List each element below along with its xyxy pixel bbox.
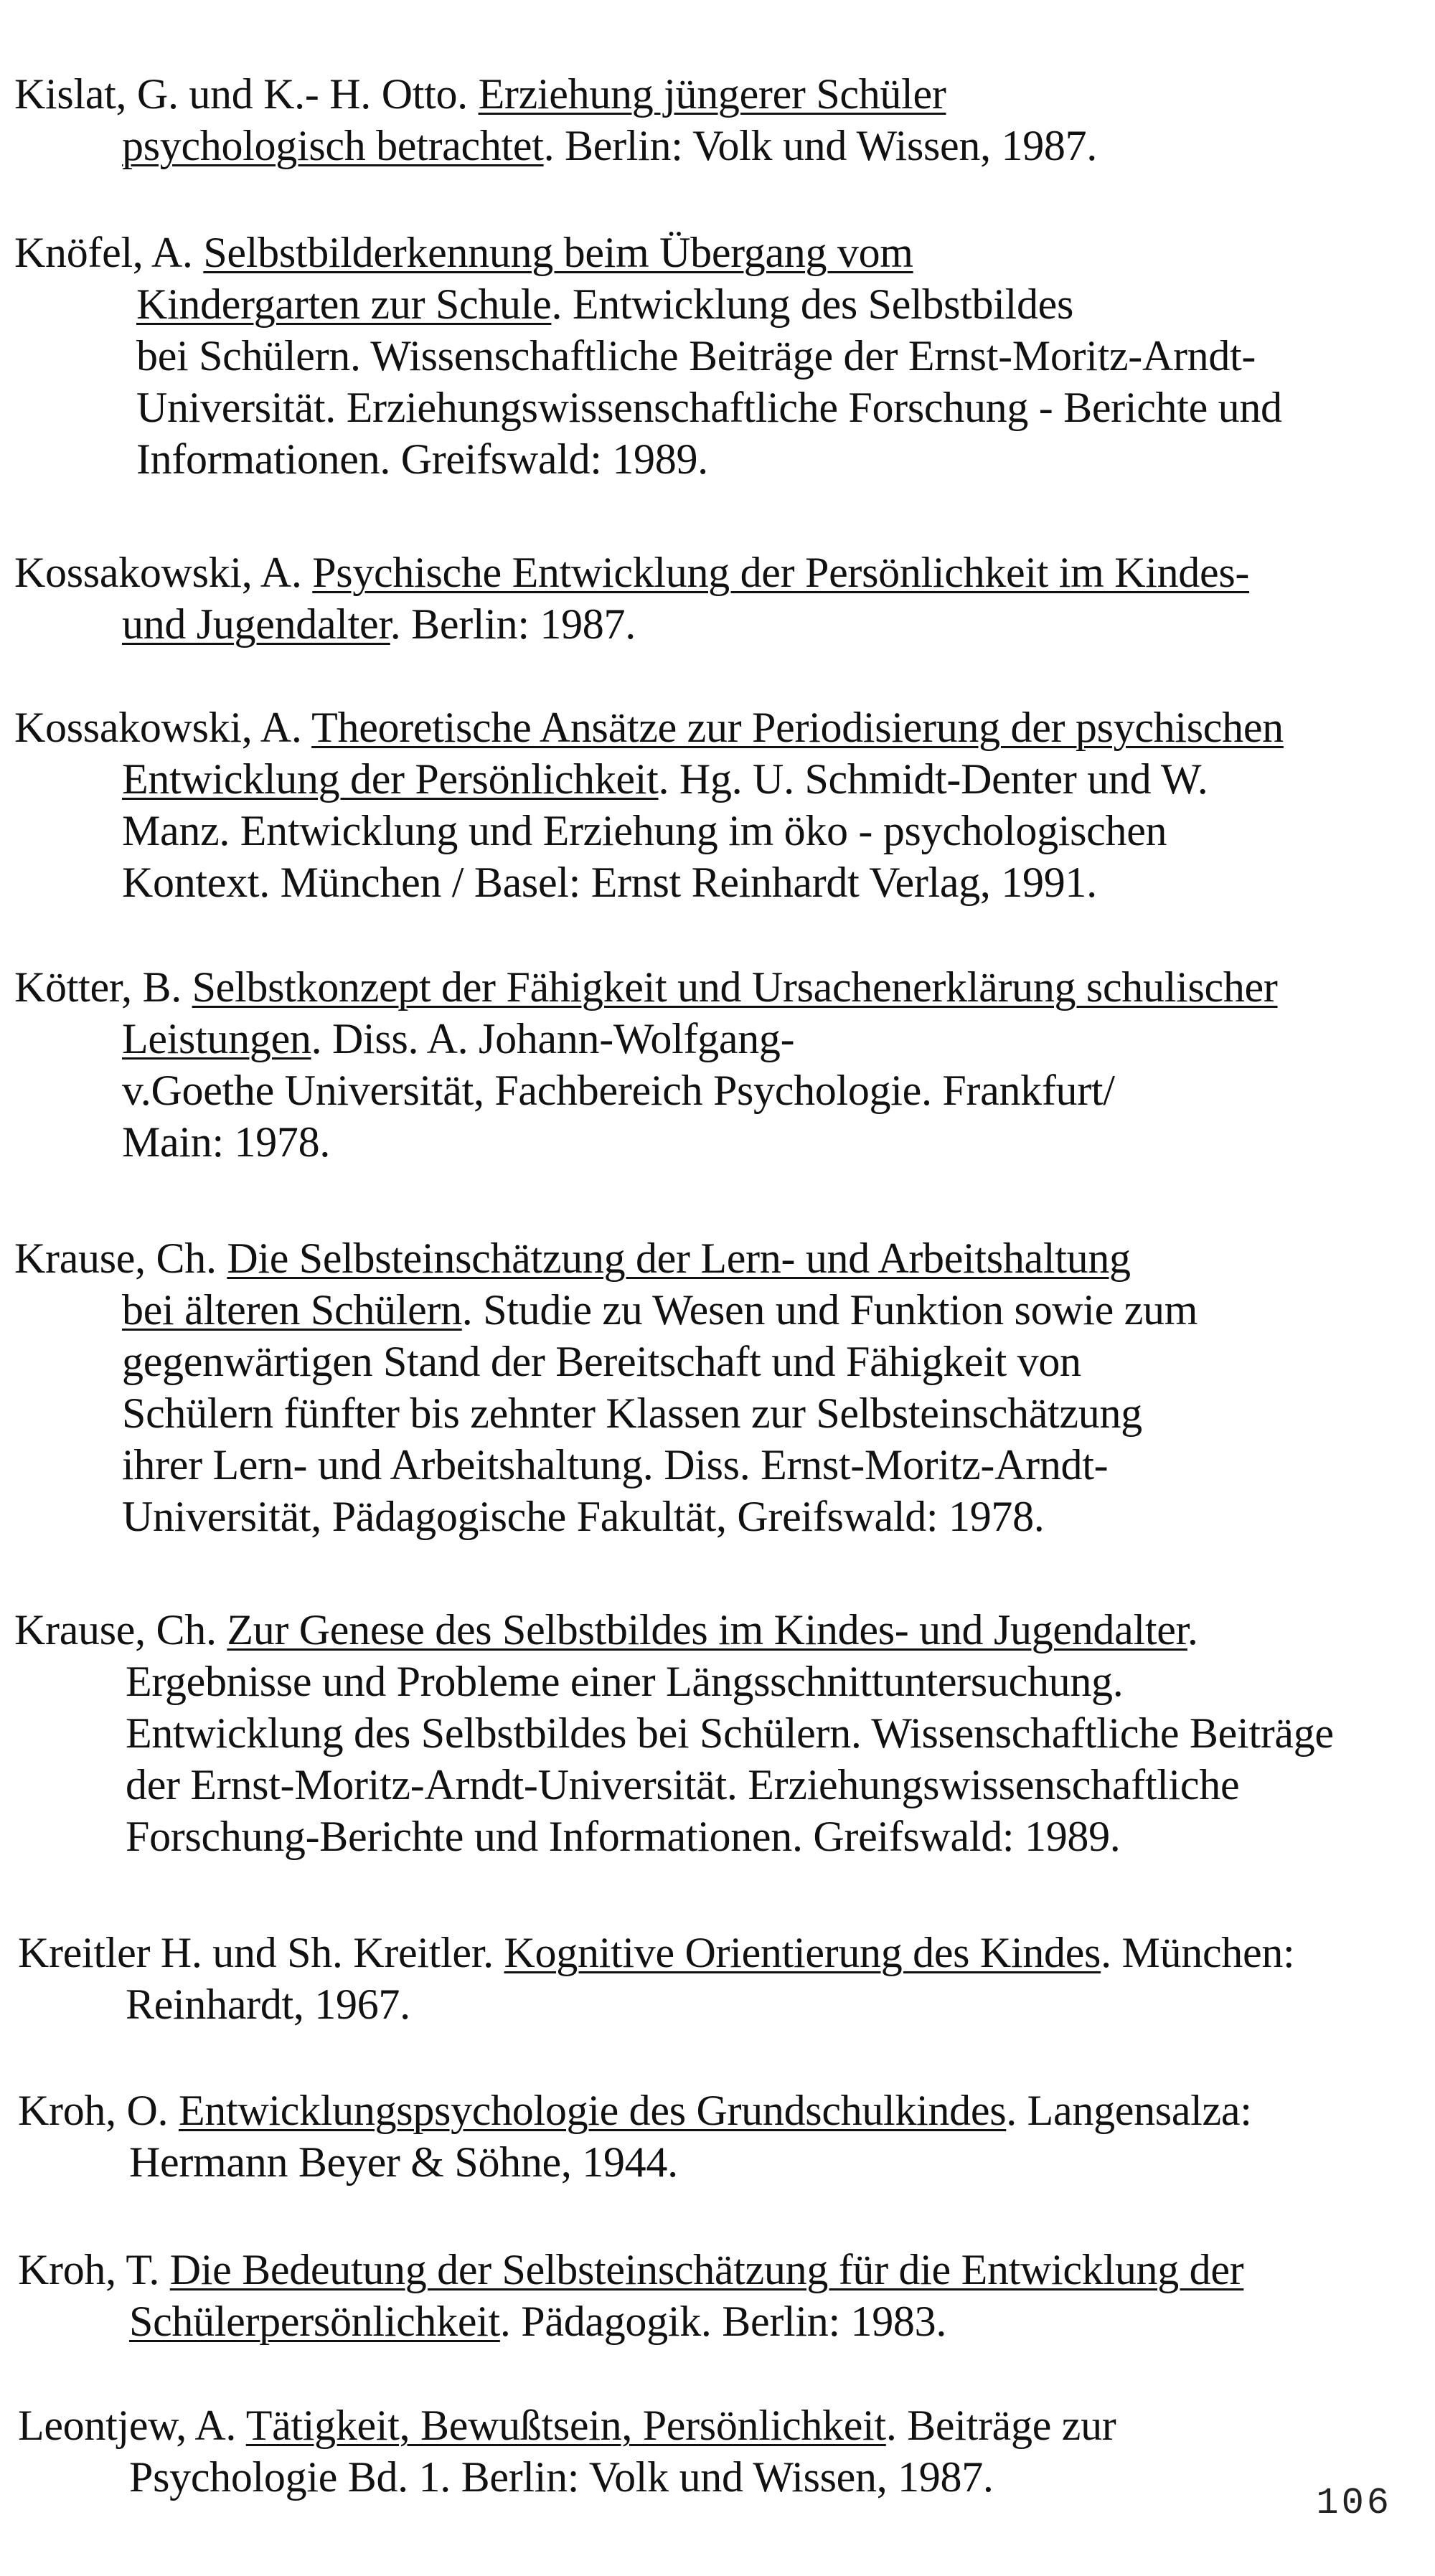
bibliography-entry (14, 227, 1282, 485)
work-title: Die Bedeutung der Selbsteinschätzung für die Entwicklung der (169, 2246, 1244, 2293)
work-title: Kognitive Orientierung des Kindes (504, 1929, 1101, 1976)
bibliography-entry (14, 68, 1097, 171)
page-number: 106 (1316, 2482, 1392, 2524)
work-title: Theoretische Ansätze zur Periodisierung der psychischen (311, 704, 1284, 751)
entry-line: Ergebnisse und Probleme einer Längsschnittuntersuchung. (126, 1658, 1124, 1705)
entry-line: Universität. Erziehungswissenschaftliche Forschung - Berichte und (136, 384, 1282, 431)
entry-line: bei älteren Schülern. Studie zu Wesen und Funktion sowie zum (122, 1286, 1198, 1334)
entry-line: Kontext. München / Basel: Ernst Reinhardt Verlag, 1991. (122, 859, 1097, 906)
entry-line: Hermann Beyer & Söhne, 1944. (129, 2138, 678, 2186)
entry-line: Manz. Entwicklung und Erziehung im öko - psychologischen (122, 807, 1167, 854)
work-title: und Jugendalter (122, 600, 390, 648)
work-title: Entwicklungspsychologie des Grundschulkindes (178, 2087, 1007, 2134)
entry-line: Psychologie Bd. 1. Berlin: Volk und Wissen, 1987. (129, 2453, 994, 2501)
entry-line: Kislat, G. und K.- H. Otto. Erziehung jüngerer Schüler (14, 70, 946, 118)
bibliography-entry (14, 702, 1284, 908)
work-title: Tätigkeit, Bewußtsein, Persönlichkeit (245, 2402, 886, 2449)
entry-line: Kindergarten zur Schule. Entwicklung des Selbstbildes (136, 280, 1074, 328)
entry-line: Kroh, O. Entwicklungspsychologie des Grundschulkindes. Langensalza: (18, 2087, 1252, 2134)
entry-line: Schülern fünfter bis zehnter Klassen zur Selbsteinschätzung (122, 1390, 1142, 1437)
work-title: psychologisch betrachtet (122, 122, 544, 169)
entry-line: Universität, Pädagogische Fakultät, Greifswald: 1978. (122, 1493, 1045, 1540)
bibliography-entry (18, 2244, 1243, 2347)
entry-line: psychologisch betrachtet. Berlin: Volk und Wissen, 1987. (122, 122, 1097, 169)
entry-line: Main: 1978. (122, 1118, 331, 1166)
entry-line: gegenwärtigen Stand der Bereitschaft und Fähigkeit von (122, 1338, 1081, 1385)
entry-line: Entwicklung des Selbstbildes bei Schülern. Wissenschaftliche Beiträge (126, 1709, 1334, 1757)
bibliography-entry (14, 961, 1278, 1168)
work-title: Selbstbilderkennung beim Übergang vom (203, 229, 913, 276)
bibliography-entry (14, 1232, 1198, 1542)
bibliography-entry (18, 2400, 1116, 2503)
entry-line: Entwicklung der Persönlichkeit. Hg. U. Schmidt-Denter und W. (122, 755, 1208, 803)
entry-line: und Jugendalter. Berlin: 1987. (122, 600, 636, 648)
work-title: Die Selbsteinschätzung der Lern- und Arbeitshaltung (227, 1235, 1131, 1282)
entry-line: Knöfel, A. Selbstbilderkennung beim Übergang vom (14, 229, 913, 276)
entry-line: Leontjew, A. Tätigkeit, Bewußtsein, Persönlichkeit. Beiträge zur (18, 2402, 1116, 2449)
work-title: Schülerpersönlichkeit (129, 2298, 500, 2345)
bibliography-entry (18, 2085, 1252, 2188)
entry-line: Kossakowski, A. Psychische Entwicklung der Persönlichkeit im Kindes- (14, 549, 1250, 596)
entry-line: Kreitler H. und Sh. Kreitler. Kognitive Orientierung des Kindes. München: (18, 1929, 1295, 1976)
entry-line: Kossakowski, A. Theoretische Ansätze zur Periodisierung der psychischen (14, 704, 1284, 751)
entry-line: der Ernst-Moritz-Arndt-Universität. Erziehungswissenschaftliche (126, 1761, 1240, 1808)
work-title: Kindergarten zur Schule (136, 280, 552, 328)
entry-line: Kroh, T. Die Bedeutung der Selbsteinschätzung für die Entwicklung der (18, 2246, 1244, 2293)
entry-line: bei Schülern. Wissenschaftliche Beiträge der Ernst-Moritz-Arndt- (136, 332, 1256, 379)
work-title: Leistungen (122, 1015, 311, 1062)
work-title: bei älteren Schülern (122, 1286, 462, 1334)
work-title: Zur Genese des Selbstbildes im Kindes- und Jugendalter (227, 1606, 1187, 1653)
work-title: Erziehung jüngerer Schüler (478, 70, 946, 118)
entry-line: Krause, Ch. Zur Genese des Selbstbildes im Kindes- und Jugendalter. (14, 1606, 1198, 1653)
bibliography-entry (14, 547, 1249, 650)
work-title: Psychische Entwicklung der Persönlichkeit im Kindes- (312, 549, 1250, 596)
work-title: Selbstkonzept der Fähigkeit und Ursachenerklärung schulischer (192, 963, 1278, 1011)
work-title: Entwicklung der Persönlichkeit (122, 755, 659, 803)
entry-line: Schülerpersönlichkeit. Pädagogik. Berlin: 1983. (129, 2298, 947, 2345)
entry-line: Kötter, B. Selbstkonzept der Fähigkeit und Ursachenerklärung schulischer (14, 963, 1278, 1011)
entry-line: Informationen. Greifswald: 1989. (136, 435, 708, 483)
bibliography-entry (18, 1927, 1294, 2030)
bibliography-entry (14, 1604, 1334, 1862)
entry-line: Leistungen. Diss. A. Johann-Wolfgang- (122, 1015, 795, 1062)
entry-line: Krause, Ch. Die Selbsteinschätzung der Lern- und Arbeitshaltung (14, 1235, 1131, 1282)
entry-line: Forschung-Berichte und Informationen. Greifswald: 1989. (126, 1813, 1121, 1860)
entry-line: v.Goethe Universität, Fachbereich Psychologie. Frankfurt/ (122, 1067, 1115, 1114)
entry-line: ihrer Lern- und Arbeitshaltung. Diss. Ernst-Moritz-Arndt- (122, 1441, 1109, 1488)
entry-line: Reinhardt, 1967. (126, 1981, 410, 2028)
